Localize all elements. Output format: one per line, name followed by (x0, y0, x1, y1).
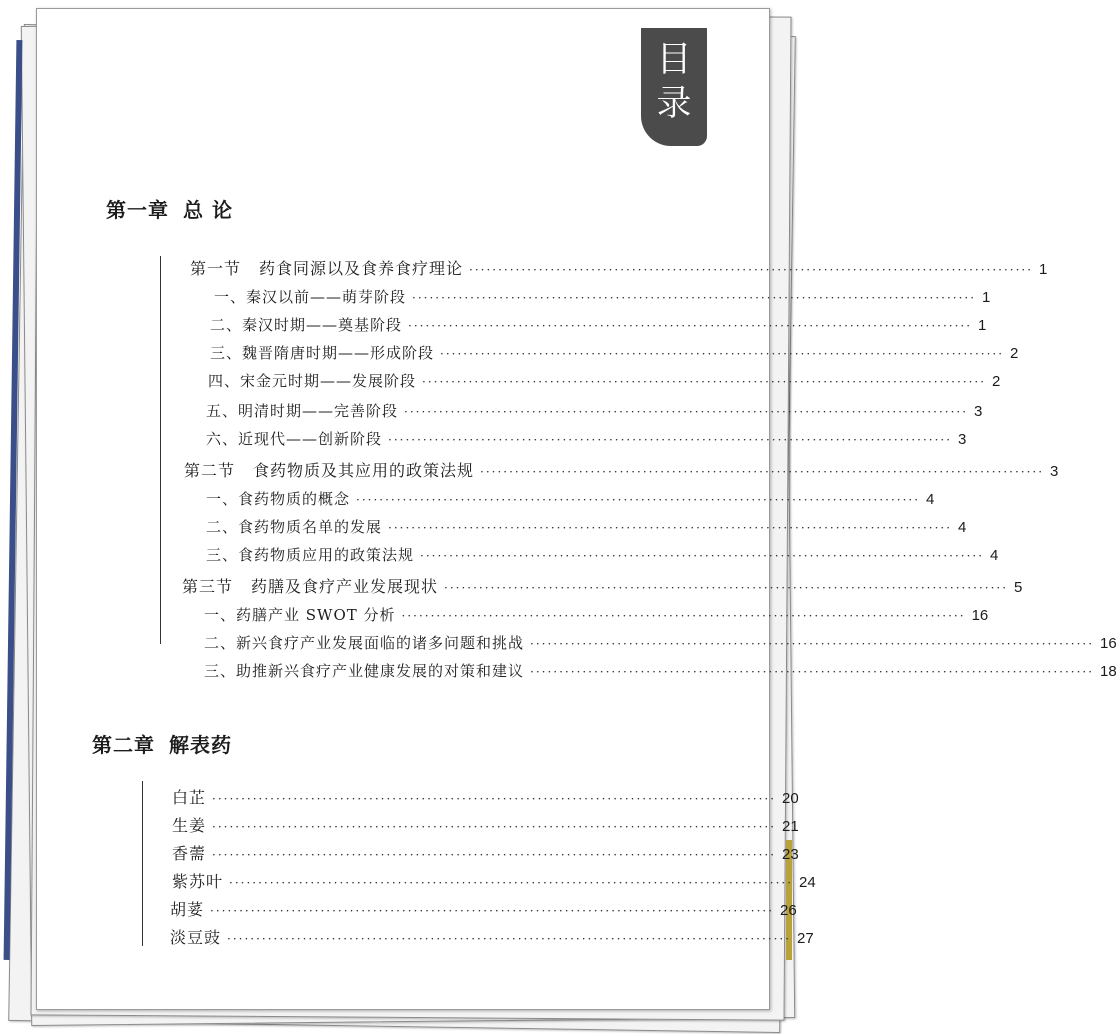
leader-dots: ································································································· (388, 521, 953, 535)
leader-dots: ································································································· (388, 433, 953, 447)
page-number: 2 (992, 373, 1001, 390)
toc-entry (210, 342, 1019, 363)
toc-entry (172, 869, 816, 892)
toc-section-entry (190, 256, 1048, 279)
toc-entry (210, 314, 987, 335)
toc-entry (170, 897, 797, 920)
entry-title: 三、魏晋隋唐时期——形成阶段 (210, 344, 435, 362)
page-number: 1 (982, 289, 991, 306)
entry-title: 食药物质及其应用的政策法规 (253, 461, 475, 480)
leader-dots: ································································································· (404, 405, 969, 419)
divider (142, 781, 143, 946)
leader-dots: ································································································· (469, 263, 1034, 277)
chapter-heading (92, 729, 232, 758)
page-number: 2 (1010, 345, 1019, 362)
leader-dots: ································································································· (480, 465, 1045, 479)
toc-entry (206, 544, 999, 565)
toc-section-entry (182, 574, 1023, 597)
page-number: 16 (971, 607, 989, 624)
entry-title: 白芷 (172, 788, 207, 807)
entry-title: 生姜 (172, 816, 207, 835)
entry-title: 药食同源以及食养食疗理论 (259, 259, 464, 278)
page-number: 4 (990, 547, 999, 564)
page-number: 24 (799, 874, 816, 891)
leader-dots: ································································································· (530, 665, 1095, 679)
leader-dots: ································································································· (212, 820, 777, 834)
entry-title: 四、宋金元时期——发展阶段 (208, 372, 417, 390)
page-number: 27 (797, 930, 814, 947)
entry-title: 药膳及食疗产业发展现状 (251, 577, 439, 596)
toc-entry (170, 925, 814, 948)
leader-dots: ································································································· (412, 291, 977, 305)
toc-entry (172, 785, 799, 808)
leader-dots: ································································································· (401, 609, 966, 623)
page-number: 1 (978, 317, 987, 334)
section-number: 第三节 (182, 577, 234, 596)
leader-dots: ································································································· (420, 549, 985, 563)
entry-title: 五、明清时期——完善阶段 (206, 402, 399, 420)
leader-dots: ································································································· (408, 319, 973, 333)
entry-title: 六、近现代——创新阶段 (206, 430, 383, 448)
toc-entry (206, 516, 967, 537)
chapter-number: 第一章 (106, 198, 169, 222)
toc-section-entry (184, 458, 1059, 481)
entry-title: 胡荽 (170, 900, 205, 919)
toc-entry (206, 400, 983, 421)
leader-dots: ································································································· (530, 637, 1095, 651)
page-number: 3 (974, 403, 983, 420)
toc-entry (204, 632, 1117, 653)
contents-tab (641, 28, 707, 146)
leader-dots: ································································································· (229, 876, 794, 890)
entry-title: 一、药膳产业 SWOT 分析 (204, 606, 396, 624)
leader-dots: ································································································· (210, 904, 775, 918)
section-number: 第二节 (184, 461, 236, 480)
toc-entry (208, 370, 1001, 391)
toc-entry (172, 841, 799, 864)
entry-title: 三、食药物质应用的政策法规 (206, 546, 415, 564)
page-number: 1 (1039, 261, 1048, 278)
entry-title: 一、食药物质的概念 (206, 490, 351, 508)
leader-dots: ································································································· (212, 792, 777, 806)
tab-char: 目 (656, 40, 692, 80)
leader-dots: ································································································· (212, 848, 777, 862)
leader-dots: ································································································· (444, 581, 1009, 595)
page-number: 4 (926, 491, 935, 508)
page-number: 20 (782, 790, 799, 807)
toc-entry (206, 428, 967, 449)
leader-dots: ································································································· (356, 493, 921, 507)
section-number: 第一节 (190, 259, 242, 278)
toc-entry (204, 660, 1117, 681)
chapter-title: 解表药 (169, 733, 232, 757)
tab-char: 录 (656, 84, 692, 124)
page-number: 3 (1050, 463, 1059, 480)
toc-entry (206, 488, 935, 509)
entry-title: 二、新兴食疗产业发展面临的诸多问题和挑战 (204, 634, 525, 652)
page-number: 23 (782, 846, 799, 863)
entry-title: 香薷 (172, 844, 207, 863)
page-number: 16 (1100, 635, 1117, 652)
entry-title: 淡豆豉 (170, 928, 222, 947)
toc-entry (172, 813, 799, 836)
page-number: 4 (958, 519, 967, 536)
page-number: 5 (1014, 579, 1023, 596)
page-number: 18 (1100, 663, 1117, 680)
entry-title: 一、秦汉以前——萌芽阶段 (214, 288, 407, 306)
page-number: 21 (782, 818, 799, 835)
toc-entry (204, 604, 989, 625)
leader-dots: ································································································· (227, 932, 792, 946)
leader-dots: ································································································· (440, 347, 1005, 361)
leader-dots: ································································································· (422, 375, 987, 389)
chapter-number: 第二章 (92, 733, 155, 757)
entry-title: 二、食药物质名单的发展 (206, 518, 383, 536)
entry-title: 三、助推新兴食疗产业健康发展的对策和建议 (204, 662, 525, 680)
entry-title: 紫苏叶 (172, 872, 224, 891)
page-number: 3 (958, 431, 967, 448)
chapter-heading (106, 194, 233, 223)
toc-entry (214, 286, 991, 307)
page-number: 26 (780, 902, 797, 919)
entry-title: 二、秦汉时期——奠基阶段 (210, 316, 403, 334)
divider (160, 256, 161, 644)
chapter-title: 总 论 (183, 198, 233, 222)
